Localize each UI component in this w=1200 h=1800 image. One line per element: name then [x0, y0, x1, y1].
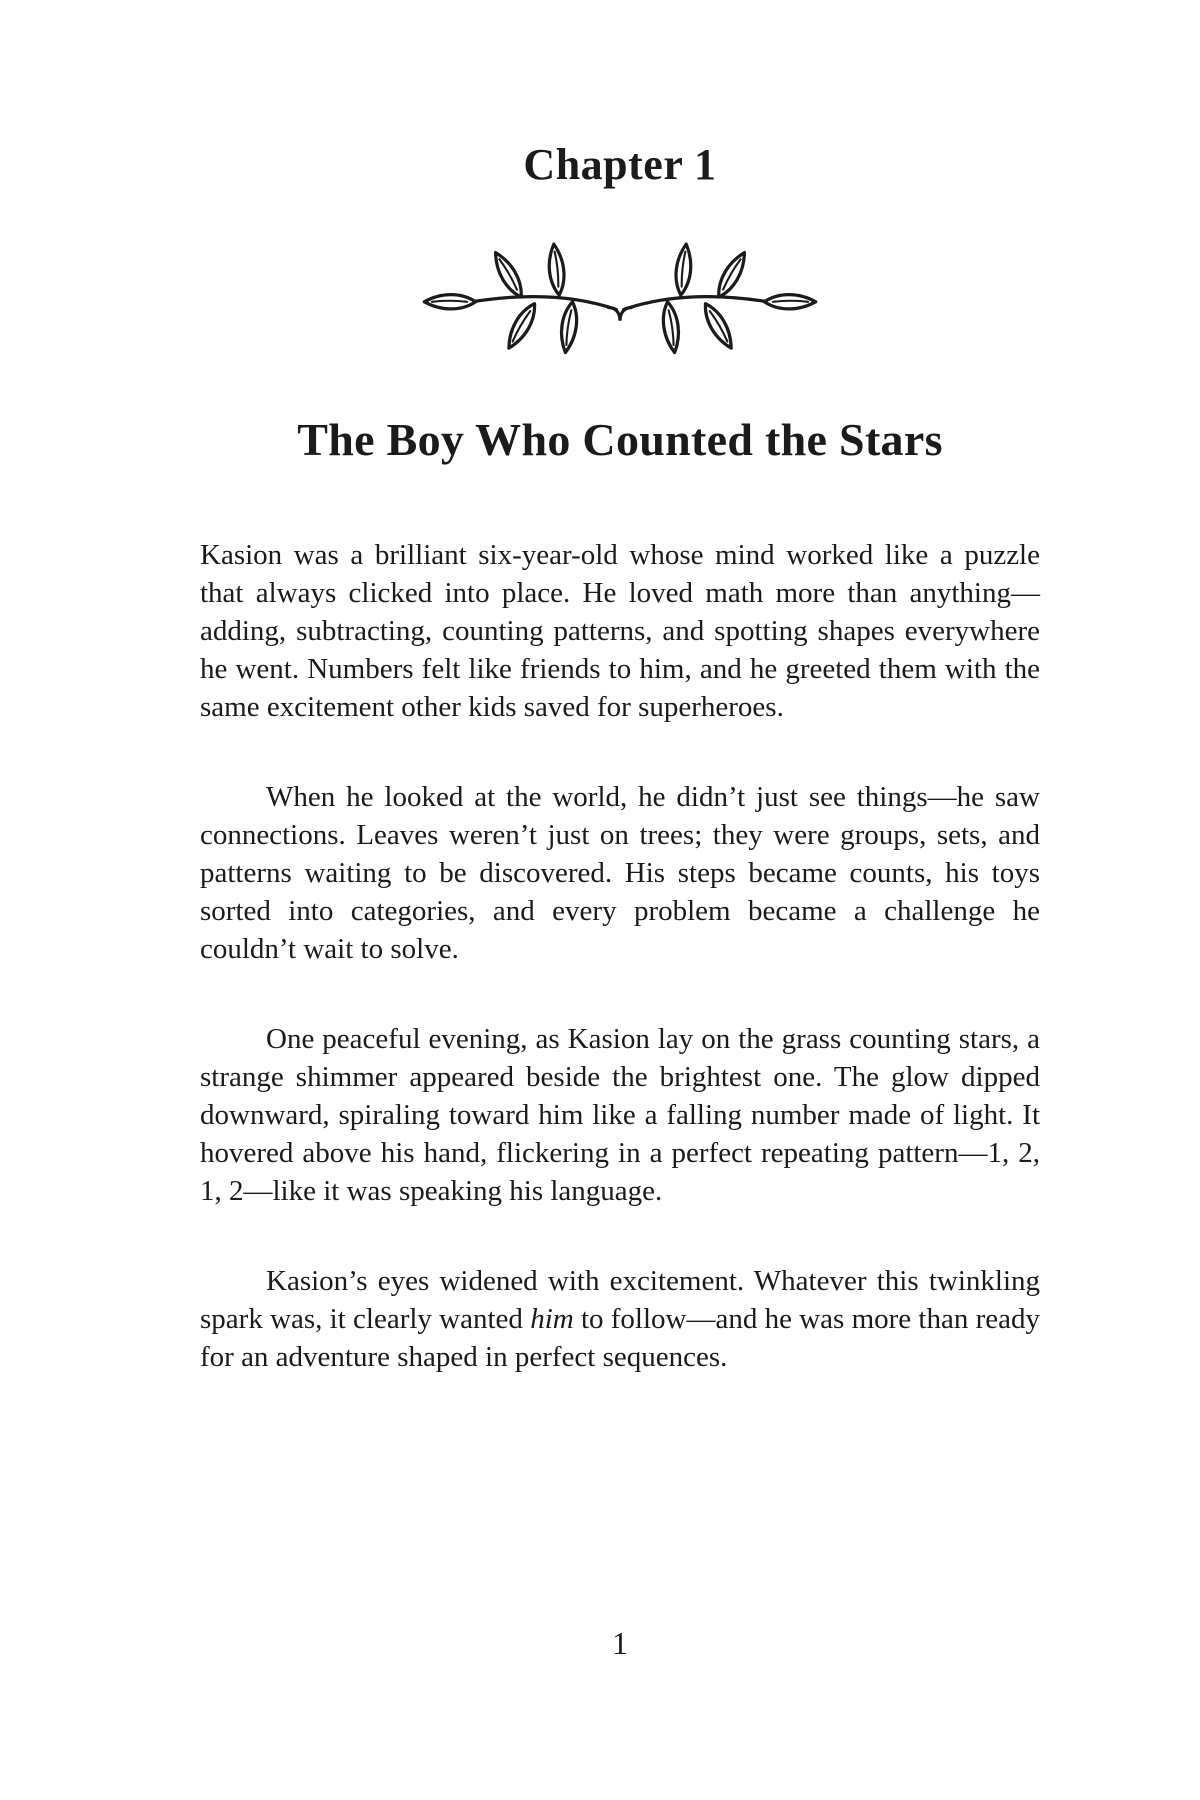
paragraph-4-text-start: Kasion’s eyes widened with excitement. Whatever this twinkling spark was, it clearly wanted	[200, 1265, 1040, 1336]
body-text	[200, 536, 1040, 1376]
paragraph-4-text-end: to follow—and he was more than ready for an adventure shaped in perfect sequences.	[200, 1303, 1040, 1374]
paragraph-4	[200, 1262, 1040, 1376]
paragraph-2: When he looked at the world, he didn’t just see things—he saw connections. Leaves weren’t just on trees; they were groups, sets, and patterns waiting to be discovered. His steps became counts, his toys sorted into categories, and every problem became a challenge he couldn’t wait to solve.	[200, 781, 1040, 966]
chapter-heading: Chapter 1	[523, 140, 717, 189]
paragraph-1: Kasion was a brilliant six-year-old whose mind worked like a puzzle that always clicked into place. He loved math more than anything—adding, subtracting, counting patterns, and spotting shapes everywhere he went. Numbers felt like friends to him, and he greeted them with the same excitement other kids saved for superheroes.	[200, 539, 1040, 724]
leaf-vine-divider-icon	[200, 241, 1040, 374]
text-column	[200, 0, 1040, 1376]
paragraph-4-italic-word: him	[530, 1303, 574, 1336]
chapter-title: The Boy Who Counted the Stars	[297, 413, 943, 465]
paragraph-3: One peaceful evening, as Kasion lay on the grass counting stars, a strange shimmer appeared beside the brightest one. The glow dipped downward, spiraling toward him like a falling number made of light. It hovered above his hand, flickering in a perfect repeating pattern—1, 2, 1, 2—like it was speaking his language.	[200, 1023, 1040, 1208]
page-number: 1	[612, 1625, 628, 1661]
